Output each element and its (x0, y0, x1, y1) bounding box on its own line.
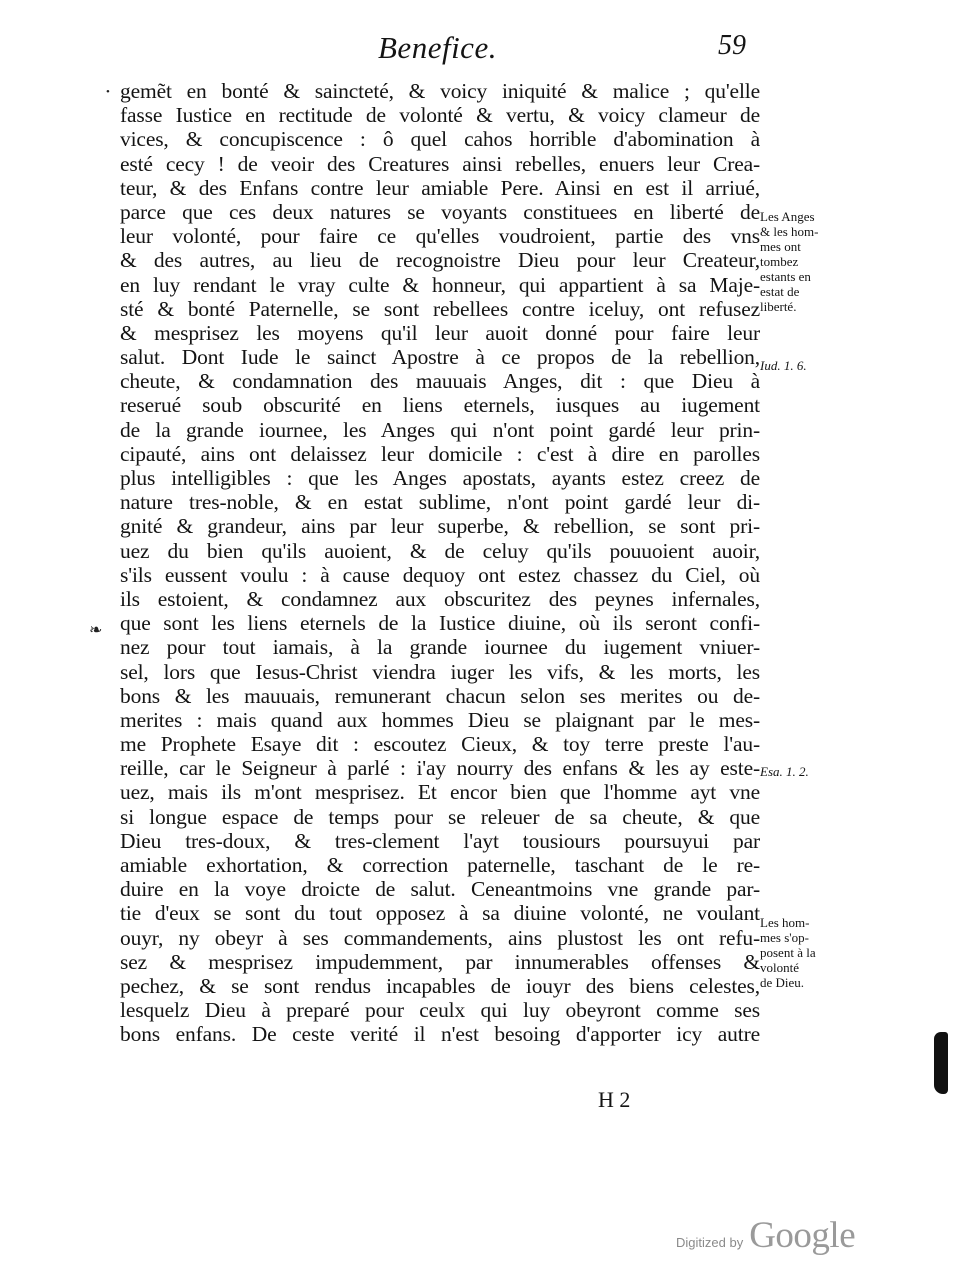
text-line: uez du bien qu'ils auoient, & de celuy qu'ils pouuoient auoir, (120, 538, 760, 563)
line-mark-icon: • (106, 86, 110, 98)
text-line: s'ils eussent voulu : à cause dequoy ont estez chassez du Ciel, où (120, 562, 760, 587)
page-number: 59 (718, 30, 746, 61)
text-line: plus intelligibles : que les Anges apostats, ayants estez creez de (120, 466, 760, 490)
text-line: bons & les mauuais, remunerant chacun selon ses merites ou de- (120, 683, 760, 708)
margin-note-men: Les hom- mes s'op- posent à la volonté de Dieu. (760, 915, 816, 990)
text-line: duire en la voye droicte de salut. Ceneantmoins vne grande par- (120, 877, 760, 902)
text-line: merites : mais quand aux hommes Dieu se plaignant par le mes- (120, 707, 760, 732)
text-line: & des autres, au lieu de recognoistre Dieu pour leur Createur, (120, 248, 760, 273)
text-line: sez & mesprisez impudemment, par innumerables offenses & (120, 949, 760, 974)
ink-blot (934, 1032, 948, 1094)
body-text (120, 79, 760, 1047)
text-line: si longue espace de temps pour se releuer de sa cheute, & que (120, 804, 760, 829)
text-line: nature tres-noble, & en estat sublime, n'ont point gardé leur di- (120, 490, 760, 515)
text-line: ouyr, ny obeyr à ses commandements, ains plustost les ont refu- (120, 925, 760, 950)
text-line: sel, lors que Iesus-Christ viendra iuger les vifs, & les morts, les (120, 659, 760, 684)
text-line: lesquelz Dieu à preparé pour ceulx qui luy obeyront comme ses (120, 998, 760, 1023)
text-line: reserué soub obscurité en liens eternels, iusques au iugement (120, 393, 760, 418)
signature-mark: H 2 (598, 1087, 631, 1112)
text-line: ils estoient, & condamnez aux obscuritez des peynes infernales, (120, 586, 760, 611)
text-line: bons enfans. De ceste verité il n'est besoing d'apporter icy autre (120, 1022, 760, 1047)
text-line: de la grande iournee, les Anges qui n'ont point gardé leur prin- (120, 417, 760, 442)
text-line: esté cecy ! de veoir des Creatures ainsi rebelles, enuers leur Crea- (120, 151, 760, 176)
text-line: teur, & des Enfans contre leur amiable Pere. Ainsi en est il arriué, (120, 175, 760, 200)
text-line: parce que ces deux natures se voyants constituees en liberté de (120, 199, 760, 224)
hand-mark-icon: ❧ (89, 622, 103, 639)
text-line: cipauté, ains ont delaissez leur domicile : c'est à dire en parolles (120, 441, 760, 466)
text-line: vices, & concupiscence : ô quel cahos horrible d'abomination à (120, 127, 760, 152)
running-head: Benefice. (378, 30, 497, 65)
text-line: gemẽt en bonté & saincteté, & voicy iniquité & malice ; qu'elle (120, 79, 760, 103)
margin-note-angels: Les Anges & les hom- mes ont tombez estants en estat de liberté. (760, 209, 819, 314)
text-line: cheute, & condamnation des mauuais Anges, dit : que Dieu à (120, 369, 760, 394)
text-line: nez pour tout iamais, à la grande iournee du iugement vniuer- (120, 635, 760, 660)
text-line: leur volonté, pour faire ce qu'elles voudroient, partie des vns (120, 224, 760, 249)
text-line: en luy rendant le vray culte & honneur, qui appartient à sa Maje- (120, 272, 760, 297)
text-line: Dieu tres-doux, & tres-clement l'ayt tousiours poursuyui par (120, 828, 760, 853)
text-line: salut. Dont Iude le sainct Apostre à ce propos de la rebellion, (120, 345, 760, 370)
text-line: & mesprisez les moyens qu'il leur auoit donné pour faire leur (120, 320, 760, 345)
digitized-watermark (676, 1214, 855, 1257)
text-line: reille, car le Seigneur à parlé : i'ay nourry des enfans & les ay este- (120, 756, 760, 781)
margin-reference-jude: Iud. 1. 6. (760, 358, 807, 373)
text-line: pechez, & se sont rendus incapables de iouyr des biens celestes, (120, 973, 760, 998)
text-line: me Prophete Esaye dit : escoutez Cieux, & toy terre preste l'au- (120, 732, 760, 757)
text-line: amiable exhortation, & correction paternelle, taschant de le re- (120, 853, 760, 877)
text-line: uez, mais ils m'ont mesprisez. Et encor bien que l'homme ayt vne (120, 780, 760, 805)
margin-reference-esaie: Esa. 1. 2. (760, 764, 809, 779)
text-line: que sont les liens eternels de la Iustice diuine, où ils seront confi- (120, 611, 760, 636)
digitized-by-label: Digitized by (676, 1235, 744, 1250)
google-logo: Google (749, 1215, 856, 1256)
text-line: fasse Iustice en rectitude de volonté & vertu, & voicy clameur de (120, 103, 760, 128)
text-line: sté & bonté Paternelle, se sont rebellees contre iceluy, ont refusez (120, 296, 760, 321)
text-line: tie d'eux se sont du tout opposez à sa diuine volonté, ne voulant (120, 901, 760, 926)
text-line: gnité & grandeur, ains par leur superbe, & rebellion, se sont pri- (120, 514, 760, 539)
